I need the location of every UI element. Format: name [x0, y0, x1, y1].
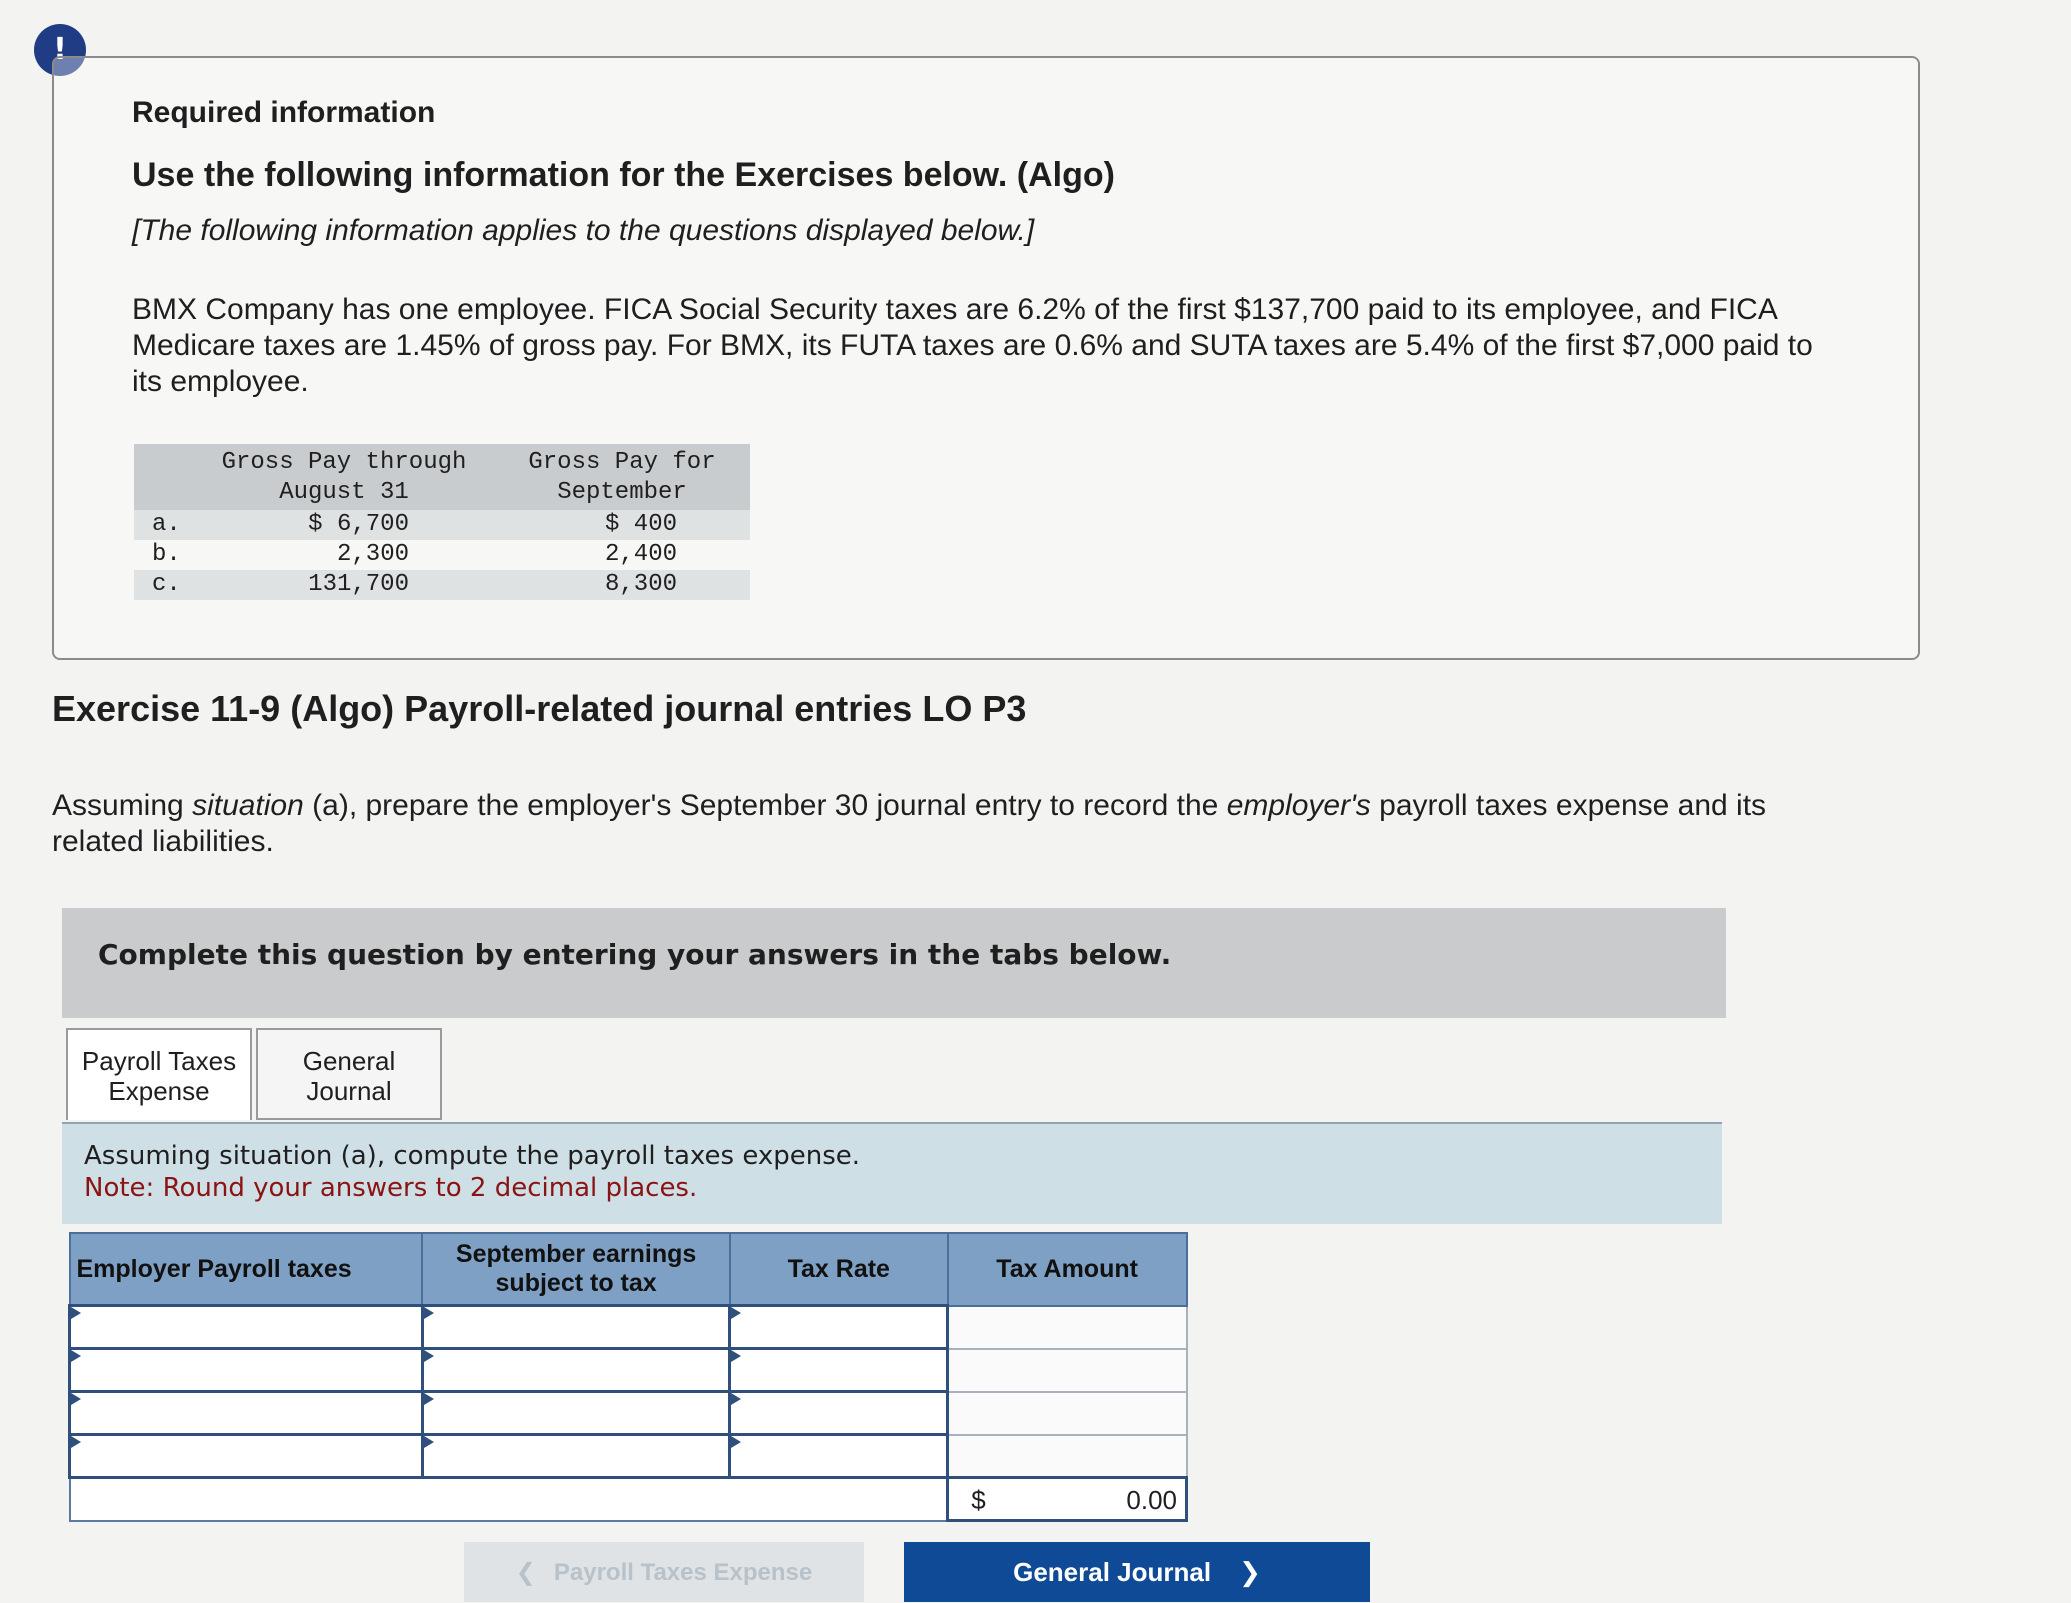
earnings-input[interactable] — [424, 1307, 728, 1347]
gross-through-august: $ 6,700 — [308, 511, 409, 538]
gross-september: 2,400 — [604, 541, 677, 568]
dropdown-marker-icon — [71, 1436, 81, 1448]
row-label: a. — [152, 511, 181, 538]
next-tab-label: General Journal — [1013, 1557, 1212, 1587]
header-gross-pay-september — [494, 444, 750, 510]
tax-amount-cell — [948, 1392, 1187, 1435]
question-text-italic: employer's — [1226, 789, 1371, 822]
header-line: September — [557, 479, 687, 506]
tab-general-journal[interactable] — [256, 1028, 442, 1120]
dropdown-marker-icon — [71, 1393, 81, 1405]
dropdown-marker-icon — [731, 1393, 741, 1405]
total-value: 0.00 — [1126, 1485, 1177, 1515]
exercise-title: Exercise 11-9 (Algo) Payroll-related journal entries LO P3 — [52, 688, 1027, 729]
tax-name-input[interactable] — [71, 1436, 421, 1476]
complete-question-text: Complete this question by entering your answers in the tabs below. — [98, 938, 1172, 971]
question-text: (a), prepare the employer's September 30 journal entry to record the — [303, 789, 1227, 822]
dropdown-marker-icon — [731, 1350, 741, 1362]
gross-september: $ 400 — [604, 511, 677, 538]
dropdown-marker-icon — [424, 1436, 434, 1448]
header-gross-pay-through-august — [194, 444, 494, 510]
earnings-cell[interactable] — [422, 1392, 729, 1435]
exercise-question — [52, 788, 1852, 860]
scenario-text: BMX Company has one employee. FICA Social Security taxes are 6.2% of the first $137,700 paid to its employee, and FICA Medicare taxes are 1.45% of gross pay. For BMX, its FUTA taxes are 0.6% and SUTA taxes are 5.4% of the first $7,000 paid to its employee. — [132, 293, 1813, 398]
dropdown-marker-icon — [71, 1350, 81, 1362]
tax-amount-cell — [948, 1306, 1187, 1349]
tax-name-input[interactable] — [71, 1307, 421, 1347]
tab-payroll-taxes-expense[interactable] — [66, 1028, 252, 1120]
tab-label: Payroll Taxes — [81, 1046, 237, 1076]
earnings-input[interactable] — [424, 1350, 728, 1390]
earnings-cell[interactable] — [422, 1435, 729, 1478]
dropdown-marker-icon — [424, 1350, 434, 1362]
alert-icon: ! — [34, 24, 86, 76]
question-text: Assuming — [52, 789, 193, 822]
tab-label: General — [302, 1046, 396, 1076]
required-information-title: Required information — [132, 96, 436, 129]
previous-tab-button[interactable] — [464, 1542, 864, 1602]
table-row — [70, 1306, 1187, 1349]
total-row — [70, 1478, 1187, 1521]
row-label: c. — [152, 571, 181, 598]
question-text: payroll taxes expense and its related liabilities. — [52, 789, 1767, 858]
table-row — [134, 570, 750, 600]
instructions-title: Use the following information for the Exercises below. (Algo) — [132, 156, 1115, 194]
tax-rate-input[interactable] — [731, 1436, 946, 1476]
tax-name-cell[interactable] — [70, 1435, 423, 1478]
gross-september: 8,300 — [604, 571, 677, 598]
tax-rate-cell[interactable] — [730, 1349, 948, 1392]
earnings-input[interactable] — [424, 1393, 728, 1433]
tax-rate-input[interactable] — [731, 1350, 946, 1390]
header-tax-rate: Tax Rate — [730, 1233, 948, 1306]
chevron-left-icon: ❮ — [515, 1558, 536, 1586]
total-label-cell — [70, 1478, 948, 1521]
tax-name-input[interactable] — [71, 1350, 421, 1390]
gross-through-august: 131,700 — [308, 571, 409, 598]
payroll-taxes-table — [68, 1232, 1188, 1522]
table-row — [70, 1392, 1187, 1435]
earnings-input[interactable] — [424, 1436, 728, 1476]
chevron-right-icon: ❯ — [1239, 1558, 1261, 1588]
gross-through-august: 2,300 — [336, 541, 409, 568]
tab-label: Expense — [108, 1076, 210, 1106]
tax-amount-cell — [948, 1435, 1187, 1478]
tax-rate-cell[interactable] — [730, 1435, 948, 1478]
tax-name-input[interactable] — [71, 1393, 421, 1433]
gross-pay-table — [134, 444, 750, 600]
instruction-text — [84, 1140, 860, 1204]
tax-name-cell[interactable] — [70, 1392, 423, 1435]
header-tax-amount: Tax Amount — [948, 1233, 1187, 1306]
table-row — [134, 540, 750, 570]
tax-name-cell[interactable] — [70, 1306, 423, 1349]
next-tab-button[interactable] — [904, 1542, 1370, 1602]
dropdown-marker-icon — [71, 1307, 81, 1319]
applies-note: [The following information applies to the questions displayed below.] — [132, 214, 1035, 247]
header-line: September earnings — [455, 1240, 697, 1268]
tax-amount-cell — [948, 1349, 1187, 1392]
dropdown-marker-icon — [424, 1393, 434, 1405]
table-row — [134, 510, 750, 540]
tax-rate-input[interactable] — [731, 1307, 946, 1347]
header-line: subject to tax — [495, 1269, 657, 1297]
gross-pay-table-header — [134, 444, 750, 510]
row-label: b. — [152, 541, 181, 568]
earnings-cell[interactable] — [422, 1306, 729, 1349]
total-currency: $ — [971, 1485, 986, 1515]
earnings-cell[interactable] — [422, 1349, 729, 1392]
table-header-row — [70, 1233, 1187, 1306]
dropdown-marker-icon — [731, 1436, 741, 1448]
total-tax-amount — [948, 1478, 1187, 1521]
table-row — [70, 1349, 1187, 1392]
header-line: Gross Pay for — [528, 449, 716, 476]
instruction-line: Assuming situation (a), compute the payroll taxes expense. — [84, 1141, 861, 1171]
header-employer-payroll-taxes: Employer Payroll taxes — [70, 1233, 423, 1306]
table-row — [70, 1435, 1187, 1478]
question-text-italic: situation — [192, 789, 304, 822]
rounding-note: Note: Round your answers to 2 decimal places. — [84, 1173, 698, 1203]
header-blank — [134, 444, 194, 510]
tab-label: Journal — [306, 1076, 392, 1106]
tax-rate-cell[interactable] — [730, 1306, 948, 1349]
tax-rate-cell[interactable] — [730, 1392, 948, 1435]
header-september-earnings — [422, 1233, 729, 1306]
tax-name-cell[interactable] — [70, 1349, 423, 1392]
tax-rate-input[interactable] — [731, 1393, 946, 1433]
previous-tab-label: Payroll Taxes Expense — [553, 1559, 813, 1586]
dropdown-marker-icon — [731, 1307, 741, 1319]
dropdown-marker-icon — [424, 1307, 434, 1319]
header-line: Gross Pay through — [221, 449, 467, 476]
header-line: August 31 — [279, 479, 409, 506]
